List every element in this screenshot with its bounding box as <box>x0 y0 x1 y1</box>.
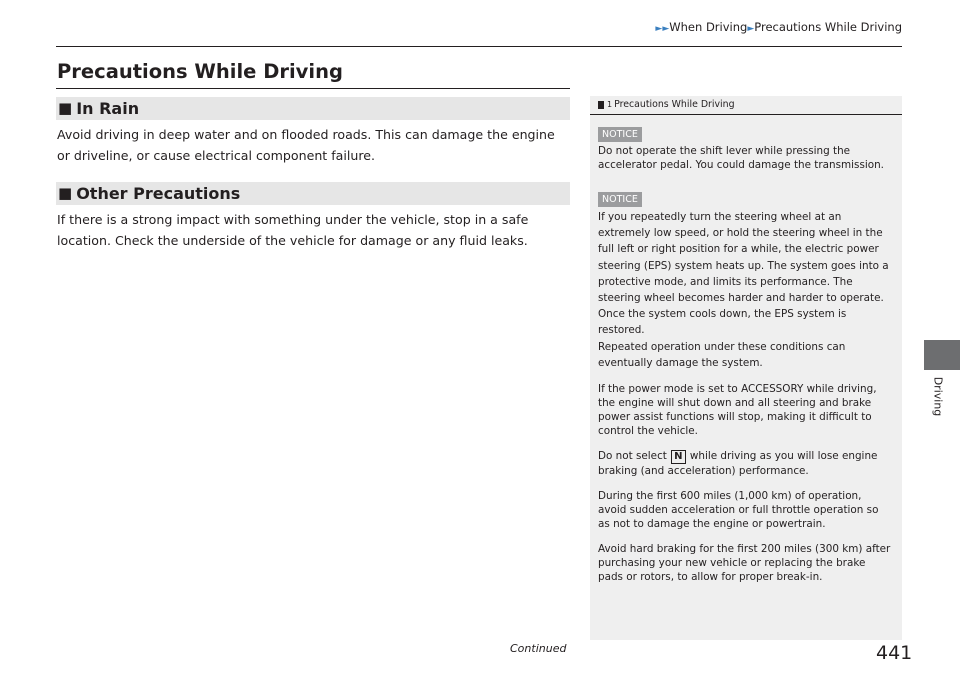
sidenote-title: Precautions While Driving <box>614 99 735 110</box>
neutral-text-before: Do not select <box>598 450 667 463</box>
continued-label: Continued <box>510 642 567 655</box>
sidenote-ref-number: 1 <box>607 100 613 109</box>
notice-badge: NOTICE <box>598 192 642 207</box>
power-mode-paragraph: If the power mode is set to ACCESSORY while driving, the engine will shut down and all steering and brake power assist functions will stop, making it difficult to control the vehicle. <box>598 383 877 438</box>
sidenote-header <box>598 97 892 112</box>
breadcrumb-item-when-driving[interactable]: When Driving <box>669 20 748 34</box>
sidenote-panel <box>590 96 902 640</box>
breadcrumb-arrow-icon: ►► <box>655 24 670 34</box>
neutral-text-after: while driving as you will lose engine braking (and acceleration) performance. <box>598 450 878 478</box>
in-rain-paragraph: Avoid driving in deep water and on flooded roads. This can damage the engine or driveline, or cause electrical component failure. <box>57 127 555 163</box>
sidenote-divider <box>590 114 902 115</box>
neutral-paragraph <box>598 449 892 478</box>
notice-eps: If you repeatedly turn the steering wheel at an extremely low speed, or hold the steering wheel in the full left or right position for a while, the electric power steering (EPS) system heats up. The system goes into a protective mode, and limits its performance. The steering wheel becomes harder and harder to operate. Once the system cools down, the EPS system is restored. <box>598 211 889 337</box>
section-square-icon: ■ <box>58 99 73 117</box>
section-square-icon: ■ <box>58 184 73 202</box>
braking-paragraph: Avoid hard braking for the first 200 miles (300 km) after purchasing your new vehicle or replacing the brake pads or rotors, to allow for proper break-in. <box>598 543 891 584</box>
break-in-paragraph: During the first 600 miles (1,000 km) of operation, avoid sudden acceleration or full throttle operation so as not to damage the engine or powertrain. <box>598 490 879 531</box>
section-heading-in-rain <box>56 97 570 120</box>
page-number: 441 <box>876 642 913 664</box>
breadcrumb <box>640 20 902 34</box>
chapter-tab-label: Driving <box>931 376 945 417</box>
notice-eps-damage: Repeated operation under these conditions can eventually damage the system. <box>598 340 846 369</box>
notice-badge: NOTICE <box>598 127 642 142</box>
section-title: In Rain <box>76 99 140 118</box>
page-title: Precautions While Driving <box>57 60 343 83</box>
title-divider <box>56 88 570 89</box>
section-heading-other-precautions <box>56 182 570 205</box>
reference-marker-icon <box>598 101 604 109</box>
other-precautions-paragraph: If there is a strong impact with something under the vehicle, stop in a safe location. Check the underside of the vehicle for damage or any fluid leaks. <box>57 212 529 248</box>
header-divider <box>56 46 902 47</box>
breadcrumb-separator-icon: ► <box>747 24 755 34</box>
notice-shift-lever: Do not operate the shift lever while pressing the accelerator pedal. You could damage the transmission. <box>598 145 884 171</box>
neutral-gear-icon: N <box>671 450 685 464</box>
breadcrumb-item-current: Precautions While Driving <box>754 20 902 34</box>
section-title: Other Precautions <box>76 184 241 203</box>
